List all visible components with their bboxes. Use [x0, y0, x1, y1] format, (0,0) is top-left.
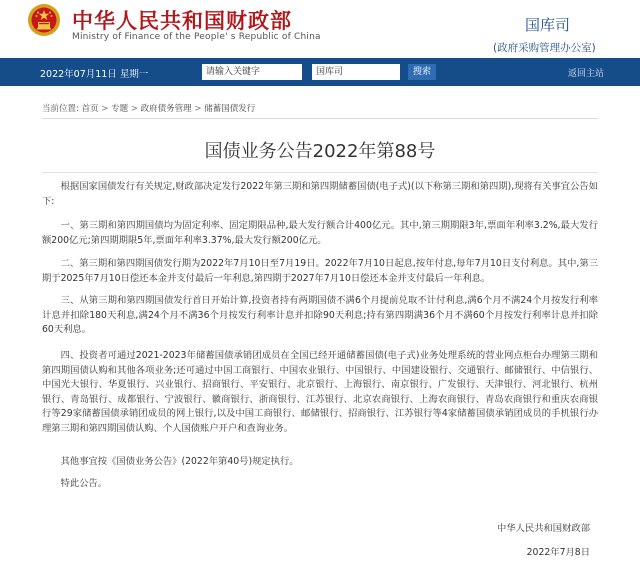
department-name[interactable]: 国库司 — [525, 16, 571, 34]
search-scope-field[interactable]: 国库司 — [312, 64, 400, 80]
breadcrumb-debt-management[interactable]: 政府债务管理 — [140, 104, 192, 114]
search-input[interactable]: 请输入关键字 — [202, 64, 302, 80]
department-subtitle: (政府采购管理办公室) — [493, 42, 596, 54]
breadcrumb-savings-bond[interactable]: 储蓄国债发行 — [204, 104, 256, 114]
article-paragraph: 根据国家国债发行有关规定,财政部决定发行2022年第三期和第四期储蓄国债(电子式)(以下称第三期和第四期),现将有关事宜公告如下: — [42, 181, 598, 207]
article-paragraph: 二、第三期和第四期国债发行期为2022年7月10日至7月19日。2022年7月10日起息,按年付息,每年7月10日支付利息。其中,第三期于2025年7月10日偿还本金并支付最后一年利息,第四期于2027年7月10日偿还本金并支付最后一年利息。 — [42, 258, 598, 284]
article-title: 国债业务公告2022年第88号 — [204, 141, 436, 162]
breadcrumb — [42, 102, 255, 114]
breadcrumb-home[interactable]: 首页 — [81, 104, 99, 114]
breadcrumb-topics[interactable]: 专题 — [111, 104, 129, 114]
article-paragraph: 四、投资者可通过2021-2023年储蓄国债承销团成员在全国已经开通储蓄国债(电子式)业务处理系统的营业网点柜台办理第三期和第四期国债认购和其他各项业务;还可通过中国工商银行、中国农业银行、中国银行、中国建设银行、交通银行、邮储银行、中信银行、中国光大银行、华夏银行、兴业银行、招商银行、平安银行、北京银行、上海银行、南京银行、广发银行、天津银行、河北银行、杭州银行、青岛银行、成都银行、宁波银行、徽商银行、浙商银行、江苏银行、北京农商银行、上海农商银行、青岛农商银行和重庆农商银行等29家储蓄国债承销团成员的网上银行,以及中国工商银行、邮储银行、招商银行、江苏银行等4家储蓄国债承销团成员的手机银行办理第三期和第四期国债认购、个人国债账户开户和查询业务。 — [42, 350, 598, 434]
breadcrumb-separator: > — [98, 104, 112, 114]
article-paragraph: 一、第三期和第四期国债均为固定利率、固定期限品种,最大发行额合计400亿元。其中,第三期期限3年,票面年利率3.2%,最大发行额200亿元;第四期期限5年,票面年利率3.37%,最大发行额200亿元。 — [42, 220, 598, 246]
return-main-site-link[interactable]: 返回主站 — [568, 69, 605, 79]
breadcrumb-separator: > — [191, 104, 205, 114]
title-divider — [42, 172, 598, 173]
breadcrumb-separator: > — [128, 104, 141, 114]
breadcrumb-prefix: 当前位置: — [42, 104, 79, 114]
breadcrumb-divider — [42, 118, 598, 119]
site-title-en: Ministry of Finance of the People' s Republic of China — [72, 32, 321, 42]
current-date: 2022年07月11日 星期一 — [40, 69, 149, 80]
national-emblem-icon — [27, 3, 61, 37]
site-header — [0, 0, 640, 58]
publish-date: 2022年7月8日 — [526, 547, 590, 558]
site-title-cn[interactable]: 中华人民共和国财政部 — [72, 9, 292, 33]
signature: 中华人民共和国财政部 — [497, 523, 590, 534]
article-paragraph: 三、从第三期和第四期国债发行首日开始计算,投资者持有两期国债不满6个月提前兑取不计付利息,满6个月不满24个月按发行利率计息并扣除180天利息,满24个月不满36个月按发行利率计息并扣除90天利息;持有第四期满36个月不满60个月按发行利率计息并扣除60天利息。 — [42, 295, 598, 336]
article-paragraph: 其他事宜按《国债业务公告》(2022年第40号)规定执行。 — [60, 456, 299, 467]
nav-bar — [0, 58, 640, 86]
article-paragraph: 特此公告。 — [60, 478, 108, 489]
search-button[interactable]: 搜索 — [408, 64, 436, 80]
